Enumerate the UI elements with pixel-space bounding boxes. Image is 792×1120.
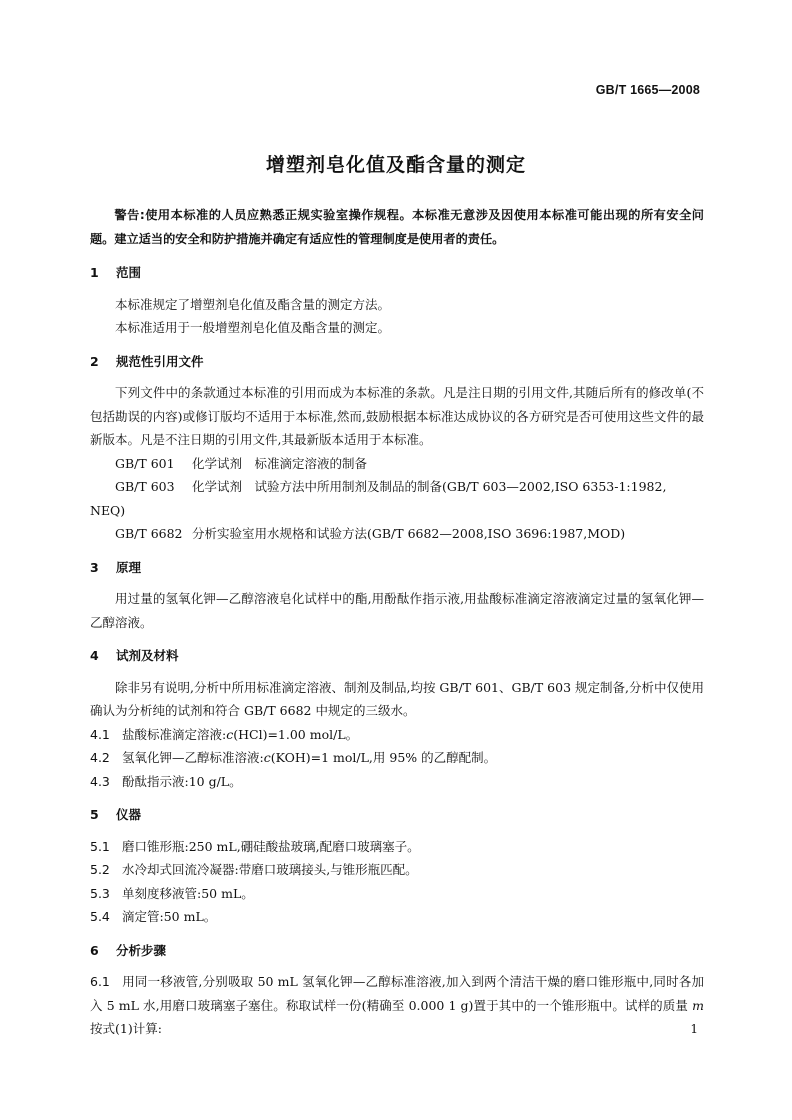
section-1-paragraph-2: 本标准适用于一般增塑剂皂化值及酯含量的测定。 bbox=[115, 320, 391, 335]
document-title: 增塑剂皂化值及酯含量的测定 bbox=[265, 154, 526, 176]
section-1-heading bbox=[90, 261, 704, 285]
clause-item bbox=[90, 882, 704, 906]
reference-text: 分析实验室用水规格和试验方法(GB/T 6682—2008,ISO 3696:1987,MOD) bbox=[192, 526, 626, 541]
clause-text: 单刻度移液管:50 mL。 bbox=[122, 885, 254, 901]
reference-code: GB/T 601 bbox=[115, 455, 175, 471]
clause-text-pre: 酚酞指示液:10 g/L。 bbox=[122, 773, 242, 789]
clause-item bbox=[90, 835, 704, 859]
warning-paragraph: 警告:使用本标准的人员应熟悉正规实验室操作规程。本标准无意涉及因使用本标准可能出现的所有安全问题。建立适当的安全和防护措施并确定有适应性的管理制度是使用者的责任。 bbox=[90, 208, 704, 246]
section-3-heading bbox=[90, 556, 704, 580]
clause-variable: c bbox=[263, 750, 271, 765]
section-number: 6 bbox=[90, 942, 99, 958]
reference-code: GB/T 6682 bbox=[115, 526, 183, 541]
clause-text-post: (KOH)=1 mol/L,用 95% 的乙醇配制。 bbox=[270, 750, 497, 765]
standard-number: GB/T 1665—2008 bbox=[595, 83, 700, 97]
clause-number: 4.3 bbox=[90, 773, 110, 789]
section-4-heading bbox=[90, 644, 704, 668]
clause-text-pre: 盐酸标准滴定溶液: bbox=[122, 726, 227, 742]
reference-item bbox=[90, 452, 704, 476]
clause-text-b: 按式(1)计算: bbox=[90, 1021, 162, 1036]
clause-text: 水冷却式回流冷凝器:带磨口玻璃接头,与锥形瓶匹配。 bbox=[122, 862, 418, 877]
reference-item bbox=[90, 522, 704, 546]
section-title: 试剂及材料 bbox=[116, 648, 179, 663]
section-number: 4 bbox=[90, 648, 99, 663]
clause-text: 滴定管:50 mL。 bbox=[122, 909, 217, 924]
section-3-paragraph: 用过量的氢氧化钾—乙醇溶液皂化试样中的酯,用酚酞作指示液,用盐酸标准滴定溶液滴定过量的氢氧化钾—乙醇溶液。 bbox=[90, 591, 704, 630]
clause-number: 4.1 bbox=[90, 726, 110, 742]
clause-number: 5.3 bbox=[90, 885, 110, 901]
section-title: 原理 bbox=[116, 559, 142, 575]
section-title: 仪器 bbox=[116, 807, 142, 822]
reference-continuation: NEQ) bbox=[90, 502, 126, 518]
section-6-heading bbox=[90, 939, 704, 963]
section-title: 范围 bbox=[116, 265, 142, 280]
clause-item bbox=[90, 905, 704, 929]
reference-item bbox=[90, 475, 704, 499]
clause-variable: c bbox=[226, 726, 234, 742]
clause-text-a: 用同一移液管,分别吸取 50 mL 氢氧化钾—乙醇标准溶液,加入到两个清洁干燥的磨口锥形瓶中,同时各加入 5 mL 水,用磨口玻璃塞子塞住。称取试样一份(精确至 0.000 1 g)置于其中的一个锥形瓶中。试样的质量 bbox=[90, 974, 704, 1013]
section-number: 1 bbox=[90, 265, 99, 280]
section-title: 分析步骤 bbox=[116, 942, 167, 958]
section-5-heading bbox=[90, 803, 704, 827]
section-2-heading bbox=[90, 350, 704, 374]
reference-code: GB/T 603 bbox=[115, 479, 175, 494]
clause-text-pre: 氢氧化钾—乙醇标准溶液: bbox=[122, 750, 264, 765]
clause-text-post: (HCl)=1.00 mol/L。 bbox=[233, 726, 359, 742]
section-1-paragraph-1: 本标准规定了增塑剂皂化值及酯含量的测定方法。 bbox=[115, 296, 391, 312]
reference-text: 化学试剂 试验方法中所用制剂及制品的制备(GB/T 603—2002,ISO 6353-1:1982, bbox=[192, 479, 667, 494]
reference-text: 化学试剂 标准滴定溶液的制备 bbox=[192, 455, 368, 471]
section-number: 5 bbox=[90, 807, 99, 822]
section-number: 3 bbox=[90, 559, 99, 575]
clause-number: 6.1 bbox=[90, 974, 110, 989]
clause-item bbox=[90, 970, 704, 1041]
page-number: 1 bbox=[690, 1022, 698, 1036]
section-2-paragraph: 下列文件中的条款通过本标准的引用而成为本标准的条款。凡是注日期的引用文件,其随后所有的修改单(不包括勘误的内容)或修订版均不适用于本标准,然而,鼓励根据本标准达成协议的各方研究是否可使用这些文件的最新版本。凡是不注日期的引用文件,其最新版本适用于本标准。 bbox=[90, 385, 704, 447]
clause-text: 磨口锥形瓶:250 mL,硼硅酸盐玻璃,配磨口玻璃塞子。 bbox=[122, 838, 420, 854]
section-title: 规范性引用文件 bbox=[116, 353, 204, 369]
clause-item bbox=[90, 723, 704, 747]
clause-number: 4.2 bbox=[90, 750, 110, 765]
section-4-paragraph: 除非另有说明,分析中所用标准滴定溶液、制剂及制品,均按 GB/T 601、GB/T 603 规定制备,分析中仅使用确认为分析纯的试剂和符合 GB/T 6682 中规定的三级水。 bbox=[90, 679, 704, 718]
clause-number: 5.4 bbox=[90, 909, 110, 924]
clause-item bbox=[90, 858, 704, 882]
clause-item bbox=[90, 770, 704, 794]
clause-item bbox=[90, 746, 704, 770]
clause-number: 5.1 bbox=[90, 838, 110, 854]
clause-number: 5.2 bbox=[90, 862, 110, 877]
section-number: 2 bbox=[90, 353, 99, 369]
document-body bbox=[90, 204, 704, 1041]
mass-variable: m bbox=[692, 997, 704, 1013]
